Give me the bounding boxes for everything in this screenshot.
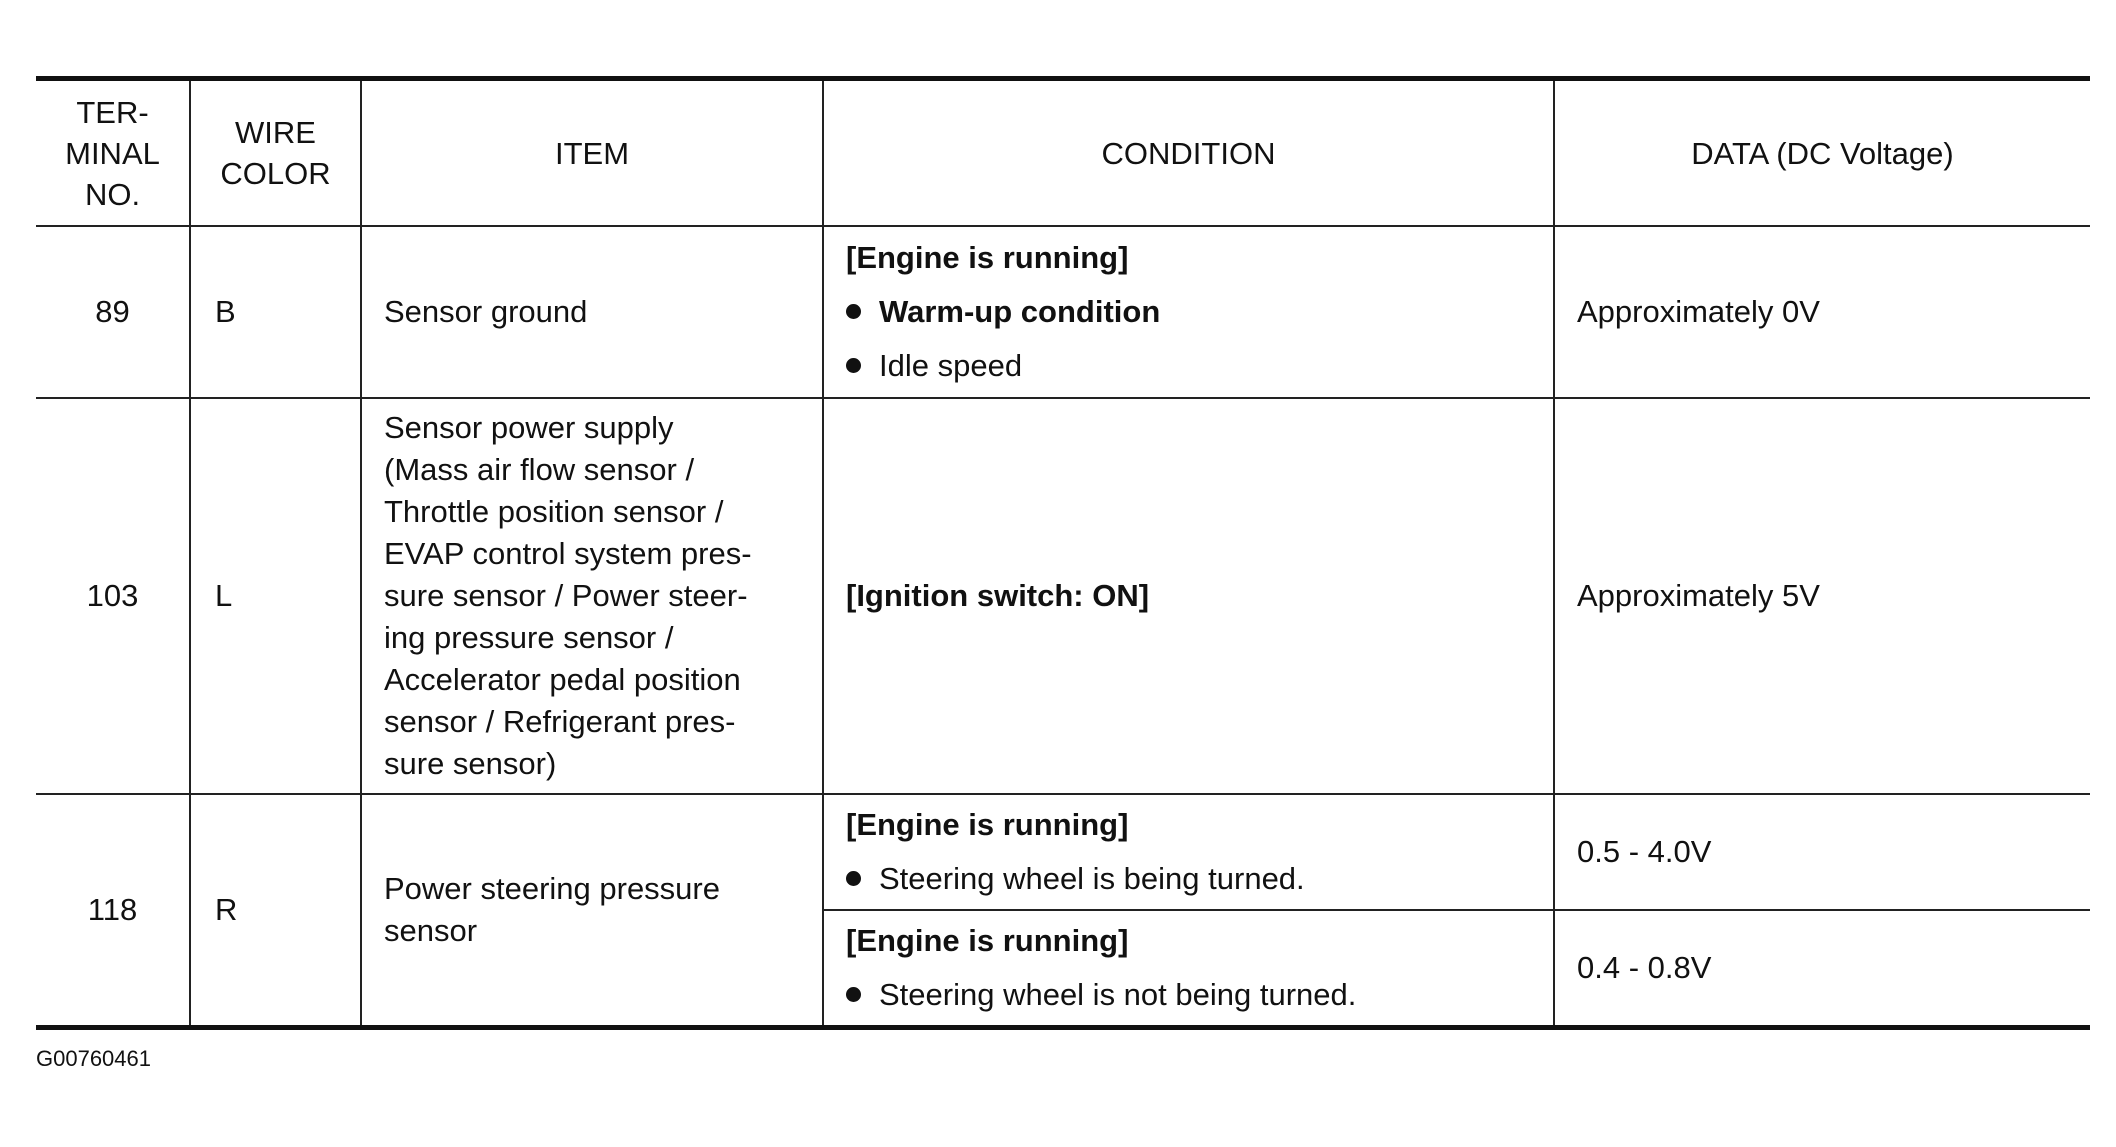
condition bbox=[823, 910, 1554, 1028]
condition bbox=[823, 794, 1554, 910]
condition-bullet: Steering wheel is being turned. bbox=[846, 858, 1553, 900]
wire-color: B bbox=[190, 226, 361, 398]
wire-color: L bbox=[190, 398, 361, 794]
header-item: ITEM bbox=[361, 79, 823, 227]
data-value: 0.5 - 4.0V bbox=[1554, 794, 2090, 910]
data-value: 0.4 - 0.8V bbox=[1554, 910, 2090, 1028]
condition-heading: [Engine is running] bbox=[846, 240, 1129, 275]
condition bbox=[823, 226, 1554, 398]
bullet-icon bbox=[846, 987, 861, 1002]
terminal-data-sheet bbox=[36, 76, 2090, 1030]
data-value: Approximately 0V bbox=[1554, 226, 2090, 398]
bullet-icon bbox=[846, 358, 861, 373]
condition-heading: [Ignition switch: ON] bbox=[846, 578, 1150, 613]
header-wire-color: WIRE COLOR bbox=[190, 79, 361, 227]
condition bbox=[823, 398, 1554, 794]
header-terminal-no: TER- MINAL NO. bbox=[36, 79, 190, 227]
item: Power steering pressure sensor bbox=[361, 794, 823, 1028]
item: Sensor power supply (Mass air flow sensor / Throttle position sensor / EVAP control system pres- sure sensor / Power steer- ing pressure sensor / Accelerator pedal position sensor / Refrigerant pres- sure sensor) bbox=[361, 398, 823, 794]
header-data: DATA (DC Voltage) bbox=[1554, 79, 2090, 227]
condition-bullet: Steering wheel is not being turned. bbox=[846, 974, 1553, 1016]
table-row bbox=[36, 226, 2090, 398]
ecm-terminal-table bbox=[36, 76, 2090, 1030]
header-row bbox=[36, 79, 2090, 227]
bullet-icon bbox=[846, 871, 861, 886]
condition-bullet: Warm-up condition bbox=[846, 291, 1553, 333]
data-value: Approximately 5V bbox=[1554, 398, 2090, 794]
terminal-no: 89 bbox=[36, 226, 190, 398]
condition-heading: [Engine is running] bbox=[846, 923, 1129, 958]
header-condition: CONDITION bbox=[823, 79, 1554, 227]
wire-color: R bbox=[190, 794, 361, 1028]
condition-heading: [Engine is running] bbox=[846, 807, 1129, 842]
terminal-no: 118 bbox=[36, 794, 190, 1028]
table-row bbox=[36, 794, 2090, 910]
terminal-no: 103 bbox=[36, 398, 190, 794]
condition-bullet: Idle speed bbox=[846, 345, 1553, 387]
bullet-icon bbox=[846, 304, 861, 319]
table-row bbox=[36, 398, 2090, 794]
item: Sensor ground bbox=[361, 226, 823, 398]
figure-id: G00760461 bbox=[36, 1046, 151, 1071]
